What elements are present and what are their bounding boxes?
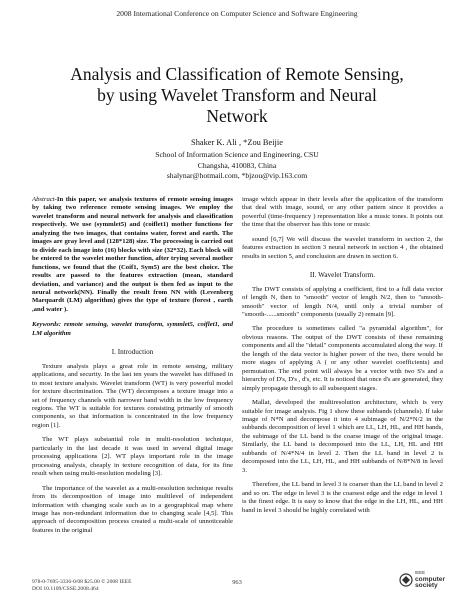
paragraph: The DWT consists of applying a coefficient, first to a full data vector of length N, then to "smooth" vector of length N/2, then to "smooth-smooth" vector of length N/4, until only a trivial number of "smooth-......smooth" components (usually 2) remain [9]. bbox=[242, 285, 443, 318]
computer-society-logo bbox=[399, 570, 446, 600]
title-line: by using Wavelet Transform and Neural bbox=[97, 85, 377, 105]
paragraph: image which appear in their levels after the application of the transform that deal with image, sound, or any other pattern since it provides a powerful (time-frequency ) representation like a music tones. It points out the time that the observer has this tone or music bbox=[242, 196, 443, 229]
conference-header: 2008 International Conference on Computer Science and Software Engineering bbox=[116, 9, 358, 18]
keywords: Keywords: remote sensing, wavelet transform, symmlet5, coiflet1, and LM algorithm bbox=[32, 321, 233, 337]
abstract-text: -In this paper, we analysis textures of remote sensing images by taking two reference remote sensing images. We employ the wavelet transform and neural network for analysis and classification respectively. We use (symmlet5) and (coiflet1) mother functions for analyzing the two images, that contains water, forest and earth. The images are gray level and (128*128) size. The processing is carried out to divide each image into (16) blocks with size (32*32). Each block will be entered to the wavelet mother function, after trying several mother functions, we found that the (Coif1, Sym5) are the best choice. The results are passed to the features extraction (mean, standard deviation, and variance) and the output is then fed as input to the neural network(NN). Finally the result from NN with (Levenberg Marquardt (LM) algorithm) gives the type of texture (forest , earth ,and water ). bbox=[32, 196, 233, 313]
paragraph: The procedure is sometimes called "a pyramidal algorithm", for obvious reasons. The output of the DWT consists of these remaining components and all the "detail" components accumulated along the way. If the length of the data vector is higher power of the two, there would be more stages of applying A ( or any other wavelet coefficients) and permutation. The end point will always be a vector with two S's and a hierarchy of D's, D's , d's, etc. It is noticed that once d's are generated, they simply propagate through to all subsequent stages. bbox=[242, 325, 443, 392]
footer-isbn: 978-0-7695-3336-0/08 $25.00 © 2008 IEEE bbox=[32, 579, 132, 585]
paper-title bbox=[30, 64, 444, 127]
abstract bbox=[32, 196, 233, 314]
paragraph: Mallat, developed the multiresolution architecture, which is very suitable for image analysis. Fig 1 show these subbands (channels). If take image of N*N and decompose it into 4 subimage of N/2*N/2 in the subbands decomposition of level 1 which are LL, LH, HL, and HH bands, the subimage of the LL band is the coarse image of the original image. Similarly, the LL band is decomposed into the LL, LH, HL and HH subbands of N/4*N/4 in level 2. Then the LL band in level 2 is decomposed into the LL, LH, HL, and HH subbands of N/8*N/8 in level 3. bbox=[242, 399, 443, 474]
paragraph: Texture analysis plays a great role in remote sensing, military applications, and security. In the last ten years the wavelet has diffused in to most texture analysis. Wavelet transform (WT) is very powerful model for texture discrimination. The (WT) decomposes a texture image into a set of frequency channels with narrower band width in the low frequency regions. The WT is suitable for textures consisting primarily of smooth components, so that information is concentrated in the low frequency region [1]. bbox=[32, 362, 233, 429]
paragraph: sound [6,7] We will discuss the wavelet transform in section 2, the features extraction in section 3 neural network in section 4 , the obtained results in section 5, and conclusion are drawn in section 6. bbox=[242, 235, 443, 260]
author-block bbox=[0, 138, 474, 182]
page-number: 963 bbox=[232, 579, 242, 586]
title-line: Analysis and Classification of Remote Sensing, bbox=[70, 64, 404, 84]
paragraph: The importance of the wavelet as a multi-resolution technique results from its decomposition of image into multilevel of independent information with changing scale such as in a geographical map where image has non-redundant information due to changing scale [4,5]. This approach of decomposition process created a multi-scale of unnoticeable features in the original bbox=[32, 484, 233, 534]
right-column bbox=[242, 196, 443, 515]
author-affiliation: School of Information Science and Engineering, CSU bbox=[155, 150, 319, 160]
section-heading-wavelet: II. Wavelet Transform. bbox=[309, 271, 376, 280]
paragraph: The WT plays substantial role in multi-resolution technique, particularly in the last decade it was used in several digital image processing applications [2]. WT plays important role in the image processing analysis, cheaply in texture recognition of data, for its fine result when using multi-resolution modeling [3]. bbox=[32, 436, 233, 478]
logo-society-text: society bbox=[415, 582, 438, 590]
footer-doi: DOI 10.1109/CSSE.2008.464 bbox=[32, 586, 99, 593]
author-names: Shaker K. Ali , *Zou Beijie bbox=[191, 138, 283, 147]
abstract-lead: Abstract bbox=[32, 196, 55, 203]
logo-computer-text: computer bbox=[415, 575, 446, 583]
logo-ieee-text: IEEE bbox=[415, 570, 426, 575]
section-heading-introduction: I. Introduction bbox=[111, 348, 154, 357]
author-email: shalynar@hotmail.com, *bjzou@vip.163.com bbox=[166, 171, 308, 181]
author-city: Changsha, 410083, China bbox=[197, 160, 277, 170]
computer-society-logo-icon bbox=[399, 573, 413, 587]
paragraph: Therefore, the LL band in level 3 is coarser than the LL band in level 2 and so on. The edge in level 3 is the coarsest edge and the edge in level 1 is the finest edge. It is easy to know that the edge in the LH, HL, and HH band in level 3 should be highly correlated with bbox=[242, 481, 443, 514]
left-column bbox=[32, 196, 233, 535]
title-line: Network bbox=[206, 106, 268, 126]
